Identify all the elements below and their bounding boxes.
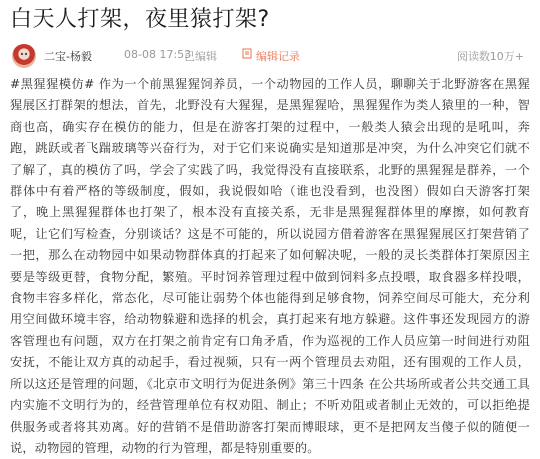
article-title: 白天人打架，夜里猿打架? (10, 7, 270, 32)
article-body (10, 74, 530, 459)
edit-record-icon[interactable] (242, 48, 253, 59)
edited-label: 已编辑 (184, 50, 217, 63)
avatar-eye-right (25, 53, 27, 55)
article-meta-bar (10, 42, 530, 72)
read-count-label: 阅读数 (457, 50, 490, 63)
read-count-value: 10万+ (489, 50, 524, 63)
post-datetime: 08-08 17:53 (124, 48, 192, 61)
author-name[interactable]: 二宝-杨毅 (44, 50, 92, 63)
topic-hashtag[interactable]: #黑猩猩模仿# (10, 77, 95, 91)
edit-history-link[interactable]: 编辑记录 (256, 50, 300, 63)
avatar-eye-left (21, 53, 23, 55)
author-avatar[interactable] (12, 44, 36, 68)
article-body-text: 作为一个前黑猩猩饲养员，一个动物园的工作人员，聊聊关于北野游客在黑猩猩展区打群架的想法，首先，北野没有大猩猩，是黑猩猩哈，黑猩猩作为类人猿里的一种，智商也高，确实存在模仿的能力，但是在游客打架的过程中，一般类人猿会出现的是吼叫，奔跑，跳跃或者飞踹玻璃等兴奋行为，对于它们来说确实是知道那是冲突，为什么冲突它们就不了解了，真的模仿了吗，学会了实践了吗，我觉得没有直接联系，北野的黑猩猩是群养，一个群体中有着严格的等级制度，假如，我说假如哈（谁也没看到，也没图）假如白天游客打架了，晚上黑猩猩群体也打架了，根本没有直接关系，无非是黑猩猩群体里的摩擦，如何教育呢，让它们写检查，分别谈话？这是不可能的，所以说园方借着游客在黑猩猩展区打架营销了一把，那么在动物园中如果动物群体真的打起来了如何解决呢，一般的灵长类群体打架原因主要是等级更替，食物分配，繁殖。平时饲养管理过程中做到饲料多点投喂，取食器多样投喂，食物丰容多样化，常态化，尽可能让弱势个体也能得到足够食物，饲养空间尽可能大，充分利用空间做环境丰容，给动物躲避和选择的机会，真打起来有地方躲避。这件事还发现园方的游客管理也有问题，双方在打架之前肯定有口角矛盾，作为巡视的工作人员应第一时间进行劝阻安抚，不能让双方真的动起手，看过视频，只有一两个管理员去劝阻，还有围观的工作人员，所以这还是管理的问题，《北京市文明行为促进条例》第三十四条 在公共场所或者公共交通工具内实施不文明行为的，经营管理单位有权劝阻、制止；不听劝阻或者制止无效的，可以拒绝提供服务或者将其劝离。好的营销不是借助游客打架而博眼球，更不是把网友当傻子似的随便一说，动物园的管理，动物的行为管理，都是特别重要的。 (10, 77, 530, 455)
